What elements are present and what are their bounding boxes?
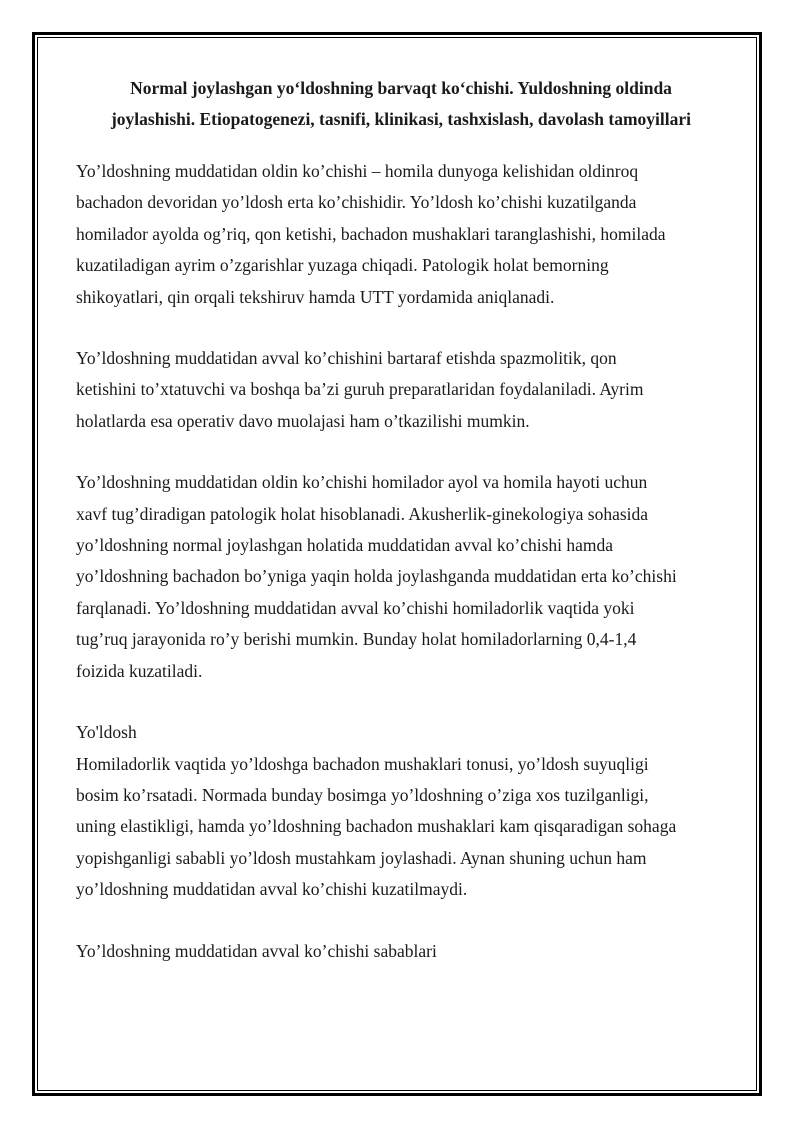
document-title: [76, 73, 726, 135]
text-line: yopishganligi sababli yo’ldosh mustahkam joylashadi. Aynan shuning uchun ham: [76, 847, 647, 868]
paragraph-yoldosh: [76, 717, 726, 905]
text-line: Yo’ldoshning muddatidan oldin ko’chishi homilador ayol va homila hayoti uchun: [76, 472, 648, 493]
text-line: farqlanadi. Yo’ldoshning muddatidan avval ko’chishi homiladorlik vaqtida yoki: [76, 597, 635, 618]
text-line: uning elastikligi, hamda yo’ldoshning bachadon mushaklari kam qisqaradigan sohaga: [76, 816, 677, 837]
text-line: tug’ruq jarayonida ro’y berishi mumkin. Bunday holat homiladorlarning 0,4-1,4: [76, 629, 637, 650]
text-line: Yo’ldoshning muddatidan avval ko’chishini bartaraf etishda spazmolitik, qon: [76, 348, 617, 369]
text-line: bosim ko’rsatadi. Normada bunday bosimga yo’ldoshning o’ziga xos tuzilganligi,: [76, 784, 649, 805]
text-line: yo’ldoshning muddatidan avval ko’chishi kuzatilmaydi.: [76, 879, 468, 900]
text-line: ketishini to’xtatuvchi va boshqa ba’zi guruh preparatlaridan foydalaniladi. Ayrim: [76, 379, 644, 400]
paragraph-treatment: [76, 343, 726, 437]
text-line: yo’ldoshning bachadon bo’yniga yaqin holda joylashganda muddatidan erta ko’chishi: [76, 566, 677, 587]
text-line: Yo’ldoshning muddatidan avval ko’chishi sabablari: [76, 940, 437, 961]
title-line: joylashishi. Etiopatogenezi, tasnifi, klinikasi, tashxislash, davolash tamoyillari: [110, 109, 692, 129]
text-line: Yo’ldoshning muddatidan oldin ko’chishi – homila dunyoga kelishidan oldinroq: [76, 161, 639, 181]
title-line: Normal joylashgan yo‘ldoshning barvaqt ko‘chishi. Yuldoshning oldinda: [130, 78, 672, 98]
text-line: yo’ldoshning normal joylashgan holatida muddatidan avval ko’chishi hamda: [76, 535, 614, 556]
text-line: kuzatiladigan ayrim o’zgarishlar yuzaga chiqadi. Patologik holat bemorning: [76, 255, 609, 276]
paragraph-pathology: [76, 467, 726, 687]
paragraph-definition: [76, 156, 726, 313]
text-line: Homiladorlik vaqtida yo’ldoshga bachadon mushaklari tonusi, yo’ldosh suyuqligi: [76, 753, 649, 774]
text-line: shikoyatlari, qin orqali tekshiruv hamda UTT yordamida aniqlanadi.: [76, 286, 555, 307]
text-line: xavf tug’diradigan patologik holat hisoblanadi. Akusherlik-ginekologiya sohasida: [76, 503, 649, 524]
text-line: holatlarda esa operativ davo muolajasi ham o’tkazilishi mumkin.: [76, 410, 530, 431]
paragraph-causes-heading: [76, 936, 726, 967]
document-body: [76, 73, 726, 967]
text-line: homilador ayolda og’riq, qon ketishi, bachadon mushaklari taranglashishi, homilada: [76, 223, 666, 244]
text-line: Yo'ldosh: [76, 722, 137, 743]
text-line: foizida kuzatiladi.: [76, 660, 203, 681]
text-line: bachadon devoridan yo’ldosh erta ko’chishidir. Yo’ldosh ko’chishi kuzatilganda: [76, 192, 637, 213]
